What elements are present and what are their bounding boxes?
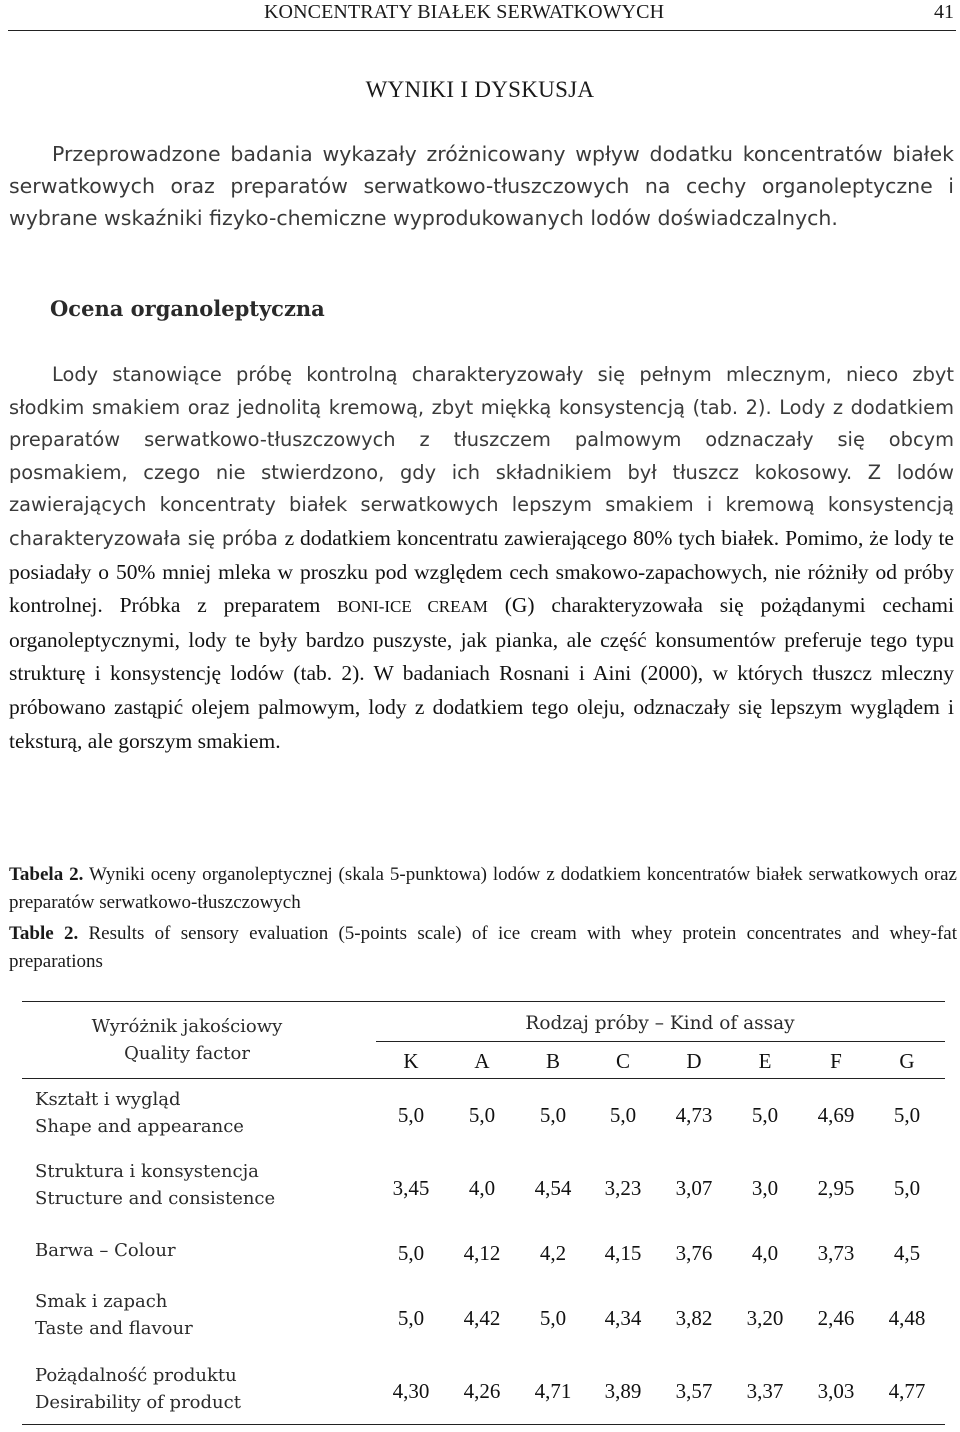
kind-header-rule <box>376 1041 945 1042</box>
table-cell: 5,0 <box>397 1306 425 1330</box>
table-cell: 4,48 <box>888 1306 926 1330</box>
table-cell: 3,89 <box>604 1379 642 1403</box>
row-label <box>35 1158 275 1212</box>
table-caption-en-label: Table 2. <box>9 923 79 944</box>
table-cell: 3,73 <box>817 1241 855 1265</box>
table-cell: 3,23 <box>604 1176 642 1200</box>
table-cell: 4,69 <box>817 1103 855 1127</box>
table-caption-pl <box>9 861 957 917</box>
table-cell: 4,15 <box>604 1241 642 1265</box>
table-cell: 4,26 <box>463 1379 501 1403</box>
table-cell: 4,42 <box>463 1306 501 1330</box>
table-cell: 4,5 <box>893 1241 921 1265</box>
paragraph-sensory-serif-a: z dodatkiem koncentratu zawierającego 80% tych białek. Pomimo, że lody te posiadały o 50% mniej mleka w proszku pod względem cech smakowo-zapachowych, nie różniły od próby kontrolnej. Próbka z preparatem <box>9 525 954 618</box>
table-cell: 4,0 <box>468 1176 496 1200</box>
row-label-pl: Kształt i wygląd <box>35 1089 181 1110</box>
column-header: A <box>474 1049 490 1073</box>
row-label <box>35 1362 241 1416</box>
row-label-pl: Pożądalność produktu <box>35 1365 237 1386</box>
column-header: K <box>403 1049 419 1073</box>
row-label <box>35 1237 176 1264</box>
table-cell: 3,07 <box>675 1176 713 1200</box>
table-cell: 5,0 <box>893 1103 921 1127</box>
table-caption-en <box>9 920 957 976</box>
row-label <box>35 1086 244 1140</box>
table-caption-pl-label: Tabela 2. <box>9 864 84 885</box>
table-cell: 4,34 <box>604 1306 642 1330</box>
column-header: C <box>615 1049 630 1073</box>
row-label-en: Taste and flavour <box>35 1318 193 1339</box>
row-label <box>35 1288 193 1342</box>
table-header-rule <box>22 1078 945 1079</box>
row-label-en: Desirability of product <box>35 1392 241 1413</box>
table-cell: 5,0 <box>397 1241 425 1265</box>
table-cell: 4,0 <box>751 1241 779 1265</box>
table-cell: 3,37 <box>746 1379 784 1403</box>
column-header: F <box>830 1049 842 1073</box>
table-cell: 4,73 <box>675 1103 713 1127</box>
column-header: E <box>758 1049 772 1073</box>
subheading-sensory: Ocena organoleptyczna <box>50 296 325 321</box>
row-label-pl: Barwa – Colour <box>35 1240 176 1261</box>
table-cell: 4,71 <box>534 1379 572 1403</box>
table-cell: 4,30 <box>392 1379 430 1403</box>
kind-of-assay-header: Rodzaj próby – Kind of assay <box>525 1013 795 1034</box>
quality-factor-header-en: Quality factor <box>124 1043 250 1064</box>
table-cell: 3,20 <box>746 1306 784 1330</box>
table-top-rule <box>22 1001 945 1002</box>
table-bottom-rule <box>22 1424 945 1425</box>
column-header: G <box>899 1049 915 1073</box>
table-cell: 4,54 <box>534 1176 572 1200</box>
table-cell: 5,0 <box>468 1103 496 1127</box>
paragraph-sensory <box>9 359 954 758</box>
table-cell: 4,2 <box>539 1241 567 1265</box>
section-heading: WYNIKI I DYSKUSJA <box>365 77 595 102</box>
table-cell: 2,95 <box>817 1176 855 1200</box>
row-label-pl: Struktura i konsystencja <box>35 1161 259 1182</box>
table-caption-pl-text: Wyniki oceny organoleptycznej (skala 5-punktowa) lodów z dodatkiem koncentratów białek serwatkowych oraz preparatów serwatkowo-tłuszczowych <box>9 864 957 913</box>
table-cell: 2,46 <box>817 1306 855 1330</box>
row-label-pl: Smak i zapach <box>35 1291 168 1312</box>
table-cell: 3,0 <box>751 1176 779 1200</box>
table-cell: 5,0 <box>539 1306 567 1330</box>
quality-factor-header-pl: Wyróżnik jakościowy <box>91 1016 283 1037</box>
table-cell: 4,12 <box>463 1241 501 1265</box>
paragraph-sensory-sans: Lody stanowiące próbę kontrolną charakteryzowały się pełnym mlecznym, nieco zbyt słodkim smakiem oraz jednolitą kremową, zbyt miękką konsystencją (tab. 2). Lody z dodatkiem preparatów serwatkowo-tłuszczowych z tłuszczem palmowym odznaczały się obcym posmakiem, czego nie stwierdzono, gdy ich składnikiem był tłuszcz kokosowy. Z lodów zawierających koncentraty białek serwatkowych lepszym smakiem i kremową konsystencją charakteryzowała się próba <box>9 363 954 550</box>
table-cell: 5,0 <box>893 1176 921 1200</box>
table-cell: 4,77 <box>888 1379 926 1403</box>
table-caption-en-text: Results of sensory evaluation (5-points scale) of ice cream with whey protein concentrates and whey-fat preparations <box>9 923 957 972</box>
product-name: BONI-ICE CREAM <box>337 597 488 617</box>
table-cell: 3,03 <box>817 1379 855 1403</box>
column-header: D <box>686 1049 702 1073</box>
page-number: 41 <box>934 1 954 23</box>
table-cell: 3,57 <box>675 1379 713 1403</box>
table-cell: 5,0 <box>609 1103 637 1127</box>
table-cell: 3,82 <box>675 1306 713 1330</box>
row-label-en: Structure and consistence <box>35 1188 276 1209</box>
paragraph-intro: Przeprowadzone badania wykazały zróżnicowany wpływ dodatku koncentratów białek serwatkowych oraz preparatów serwatkowo-tłuszczowych na cechy organoleptyczne i wybrane wskaźniki fizyko-chemiczne wyprodukowanych lodów doświadczalnych. <box>9 142 954 231</box>
table-cell: 5,0 <box>539 1103 567 1127</box>
running-header <box>8 0 956 31</box>
table-cell: 5,0 <box>751 1103 779 1127</box>
paragraph-sensory-serif-b: (G) charakteryzowała się pożądanymi cechami organoleptycznymi, lody te były bardzo puszyste, jak pianka, ale część konsumentów preferuje tego typu strukturę i konsystencję lodów (tab. 2). W badaniach Rosnani i Aini (2000), w których tłuszcz mleczny próbowano zastąpić olejem palmowym, lody z dodatkiem tego oleju, odznaczały się lepszym wyglądem i teksturą, ale gorszym smakiem. <box>9 593 954 753</box>
row-label-en: Shape and appearance <box>35 1116 244 1137</box>
paragraph-sensory-serif <box>9 526 954 753</box>
table-cell: 5,0 <box>397 1103 425 1127</box>
running-title: KONCENTRATY BIAŁEK SERWATKOWYCH <box>264 1 665 23</box>
table-cell: 3,76 <box>675 1241 713 1265</box>
table-cell: 3,45 <box>392 1176 430 1200</box>
column-header: B <box>545 1049 560 1073</box>
